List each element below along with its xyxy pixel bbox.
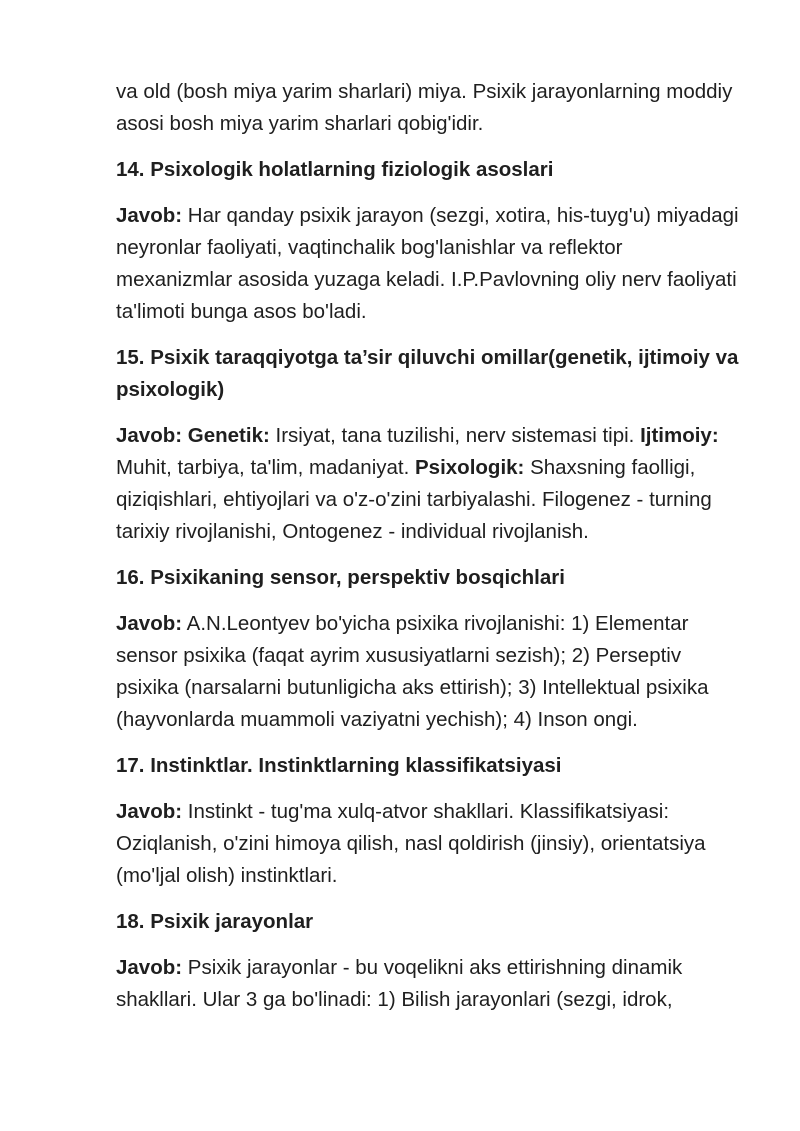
- section-heading-15: 15. Psixik taraqqiyotga ta’sir qiluvchi omillar(genetik, ijtimoiy va psixologik): [116, 346, 739, 401]
- answer-paragraph-18: [116, 952, 740, 1016]
- psychological-text: Shaxsning faolligi, qiziqishlari, ehtiyojlari va o'z-o'zini tarbiyalashi. Filogenez - turning tarixiy rivojlanishi, Ontogenez - individual rivojlanish.: [116, 456, 712, 543]
- psychological-label: Psixologik:: [409, 456, 525, 479]
- answer-label: Javob:: [116, 956, 183, 979]
- answer-label: Javob:: [116, 424, 183, 447]
- answer-text: A.N.Leontyev bo'yicha psixika rivojlanishi: 1) Elementar sensor psixika (faqat ayrim xususiyatlarni sezish); 2) Perseptiv psixika (narsalarni butunligicha aks ettirish); 3) Intellektual psixika (hayvonlarda muammoli vaziyatni yechish); 4) Inson ongi.: [116, 612, 709, 731]
- intro-text: va old (bosh miya yarim sharlari) miya. Psixik jarayonlarning moddiy asosi bosh miya yarim sharlari qobig'idir.: [116, 80, 733, 135]
- social-label: Ijtimoiy:: [634, 424, 719, 447]
- genetic-label: Genetik:: [182, 424, 270, 447]
- section-heading-16: 16. Psixikaning sensor, perspektiv bosqichlari: [116, 566, 565, 589]
- answer-label: Javob:: [116, 800, 183, 823]
- answer-paragraph-17: [116, 796, 740, 892]
- social-text: Muhit, tarbiya, ta'lim, madaniyat.: [116, 456, 410, 479]
- answer-text: Har qanday psixik jarayon (sezgi, xotira, his-tuyg'u) miyadagi neyronlar faoliyati, vaqtinchalik bog'lanishlar va reflektor mexanizmlar asosida yuzaga keladi. I.P.Pavlovning oliy nerv faoliyati ta'limoti bunga asos bo'ladi.: [116, 204, 739, 323]
- section-heading-14: 14. Psixologik holatlarning fiziologik asoslari: [116, 158, 554, 181]
- answer-label: Javob:: [116, 204, 183, 227]
- answer-paragraph-14: [116, 200, 740, 328]
- answer-paragraph-16: [116, 608, 740, 736]
- section-heading-17: 17. Instinktlar. Instinktlarning klassifikatsiyasi: [116, 754, 562, 777]
- answer-text: Psixik jarayonlar - bu voqelikni aks ettirishning dinamik shakllari. Ular 3 ga bo'linadi: 1) Bilish jarayonlari (sezgi, idrok,: [116, 956, 683, 1011]
- section-heading-18: 18. Psixik jarayonlar: [116, 910, 314, 933]
- answer-paragraph-15: [116, 420, 740, 548]
- intro-paragraph: [116, 76, 740, 140]
- answer-label: Javob:: [116, 612, 183, 635]
- answer-text: Instinkt - tug'ma xulq-atvor shakllari. Klassifikatsiyasi: Oziqlanish, o'zini himoya qilish, nasl qoldirish (jinsiy), orientatsiya (mo'ljal olish) instinktlari.: [116, 800, 706, 887]
- genetic-text: Irsiyat, tana tuzilishi, nerv sistemasi tipi.: [269, 424, 635, 447]
